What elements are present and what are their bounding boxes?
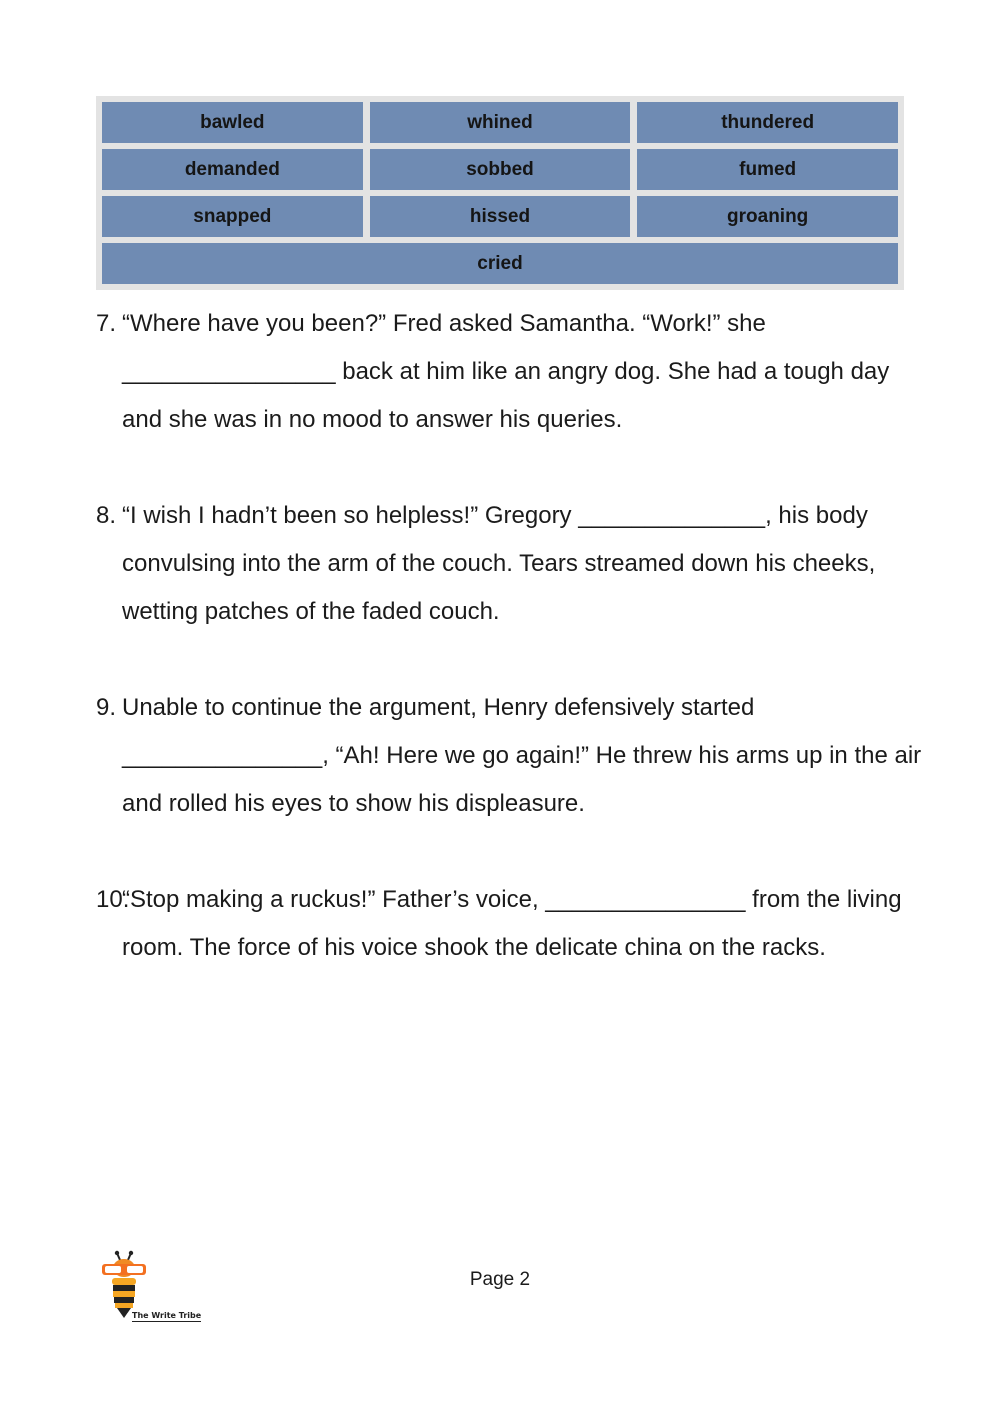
- question-8: [96, 492, 926, 636]
- question-text: “I wish I hadn’t been so helpless!” Gregory ______________, his body convulsing into the arm of the couch. Tears streamed down his cheeks, wetting patches of the faded couch.: [122, 502, 876, 625]
- word-bank-cell: snapped: [102, 196, 363, 237]
- question-number: 10.: [96, 886, 130, 913]
- question-list: [96, 300, 926, 1020]
- question-number: 8.: [96, 502, 117, 529]
- word-bank-cell: hissed: [370, 196, 631, 237]
- word-bank-cell: fumed: [637, 149, 898, 190]
- word-bank-cell: whined: [370, 102, 631, 143]
- word-bank-cell: thundered: [637, 102, 898, 143]
- logo-text: The Write Tribe: [132, 1311, 202, 1320]
- word-bank-cell: sobbed: [370, 149, 631, 190]
- question-10: [96, 876, 926, 972]
- question-9: [96, 684, 926, 828]
- question-7: [96, 300, 926, 444]
- question-text: “Stop making a ruckus!” Father’s voice, _______________ from the living room. The force of his voice shook the delicate china on the racks.: [122, 886, 902, 961]
- question-number: 7.: [96, 310, 117, 337]
- word-bank-cell: groaning: [637, 196, 898, 237]
- word-bank-cell: bawled: [102, 102, 363, 143]
- question-text: Unable to continue the argument, Henry defensively started _______________, “Ah! Here we go again!” He threw his arms up in the air and rolled his eyes to show his displeasure.: [122, 694, 922, 817]
- page-number: Page 2: [469, 1269, 531, 1290]
- word-bank-table: [96, 96, 904, 290]
- word-bank-cell: demanded: [102, 149, 363, 190]
- question-number: 9.: [96, 694, 117, 721]
- question-text: “Where have you been?” Fred asked Samantha. “Work!” she ________________ back at him like an angry dog. She had a tough day and she was in no mood to answer his queries.: [122, 310, 890, 433]
- word-bank-cell-full: cried: [102, 243, 898, 284]
